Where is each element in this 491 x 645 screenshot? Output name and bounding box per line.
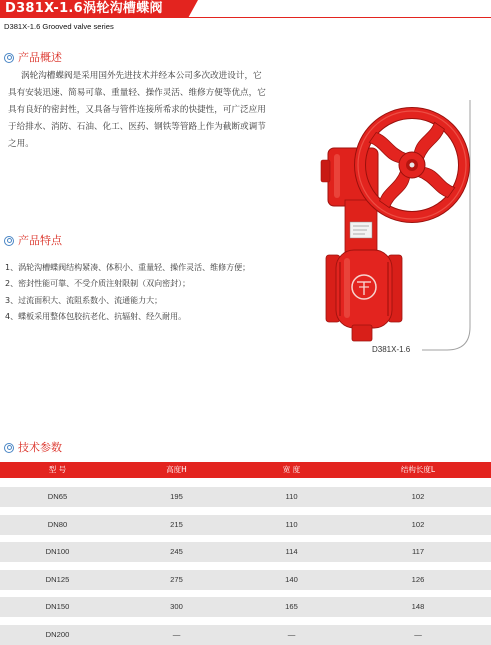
- double-circle-icon: [4, 236, 14, 246]
- list-item: 3、过流面积大、流阻系数小、流通能力大；: [5, 295, 163, 305]
- table-row: [0, 570, 491, 590]
- cell-height: 245: [170, 547, 183, 557]
- column-header-width: 宽 度: [282, 465, 301, 474]
- double-circle-icon: [4, 53, 14, 63]
- cell-length: 148: [411, 602, 425, 612]
- cell-length: 102: [411, 519, 425, 529]
- cell-model: DN100: [45, 547, 70, 557]
- section-heading-features: [4, 234, 62, 247]
- overview-paragraph: [8, 68, 270, 153]
- page-subtitle: D381X-1.6 Grooved valve series: [4, 22, 114, 31]
- butterfly-valve-illustration: [310, 92, 485, 360]
- cell-height: 215: [170, 519, 183, 529]
- cell-width: 110: [285, 519, 298, 529]
- table-row: [0, 625, 491, 645]
- list-item: 4、蝶板采用整体包胶抗老化、抗辐射、经久耐用。: [5, 311, 187, 321]
- cell-height: 195: [170, 492, 183, 501]
- paragraph-line: 于给排水、消防、石油、化工、医药、钢铁等管路上作为截断或调节: [8, 122, 266, 132]
- paragraph-line: 涡轮沟槽蝶阀是采用国外先进技术并经本公司多次改进设计，它: [21, 71, 262, 81]
- cell-width: —: [287, 629, 296, 639]
- section-heading-overview: [4, 51, 62, 64]
- section-heading-specs: [4, 441, 62, 454]
- double-circle-icon: [4, 443, 14, 453]
- cell-width: 165: [285, 602, 298, 612]
- cell-model: DN150: [45, 602, 70, 612]
- product-caption: D381X-1.6: [372, 345, 411, 354]
- table-body: [0, 487, 491, 645]
- column-header-height: 高度H: [166, 465, 187, 474]
- spec-table: [0, 462, 491, 645]
- paragraph-line: 之用。: [8, 139, 34, 149]
- cell-width: 110: [285, 492, 298, 501]
- cell-length: —: [414, 629, 422, 639]
- cell-height: —: [172, 629, 181, 639]
- paragraph-line: 具有安装迅速、简易可靠、重量轻、操作灵活、维修方便等优点，它: [8, 88, 266, 98]
- cell-length: 102: [411, 492, 425, 501]
- cell-width: 114: [285, 547, 298, 557]
- list-item: 2、密封性能可靠、不受介质注射限制（双向密封）；: [5, 279, 191, 289]
- gearbox-highlight: [334, 154, 340, 198]
- cell-width: 140: [285, 574, 298, 584]
- column-header-length: 结构长度L: [400, 465, 436, 474]
- section-title: 产品特点: [18, 234, 62, 247]
- table-row: [0, 515, 491, 535]
- gearbox-boss: [321, 160, 330, 182]
- cell-height: 300: [170, 602, 183, 612]
- cell-model: DN80: [47, 519, 68, 529]
- table-header: [0, 462, 491, 478]
- cell-length: 117: [411, 547, 425, 557]
- table-row: [0, 542, 491, 562]
- header-rule: [0, 17, 491, 19]
- paragraph-line: 具有良好的密封性，又具备与管件连接所希求的快捷性，可广泛应用: [8, 105, 266, 115]
- column-header-model: 型 号: [48, 465, 67, 474]
- cell-model: DN200: [45, 629, 70, 639]
- list-item: 1、涡轮沟槽蝶阀结构紧凑、体积小、重量轻、操作灵活、维修方便；: [5, 263, 251, 272]
- feature-list: [5, 260, 305, 325]
- table-row: [0, 597, 491, 617]
- cell-height: 275: [170, 574, 183, 584]
- cell-model: DN125: [45, 574, 70, 584]
- bottom-boss: [352, 325, 372, 341]
- page-title: D381X-1.6涡轮沟槽蝶阀: [5, 1, 163, 16]
- table-row: [0, 487, 491, 507]
- section-title: 技术参数: [18, 441, 62, 454]
- cell-length: 126: [411, 574, 425, 584]
- cell-model: DN65: [47, 492, 68, 501]
- section-title: 产品概述: [18, 51, 62, 64]
